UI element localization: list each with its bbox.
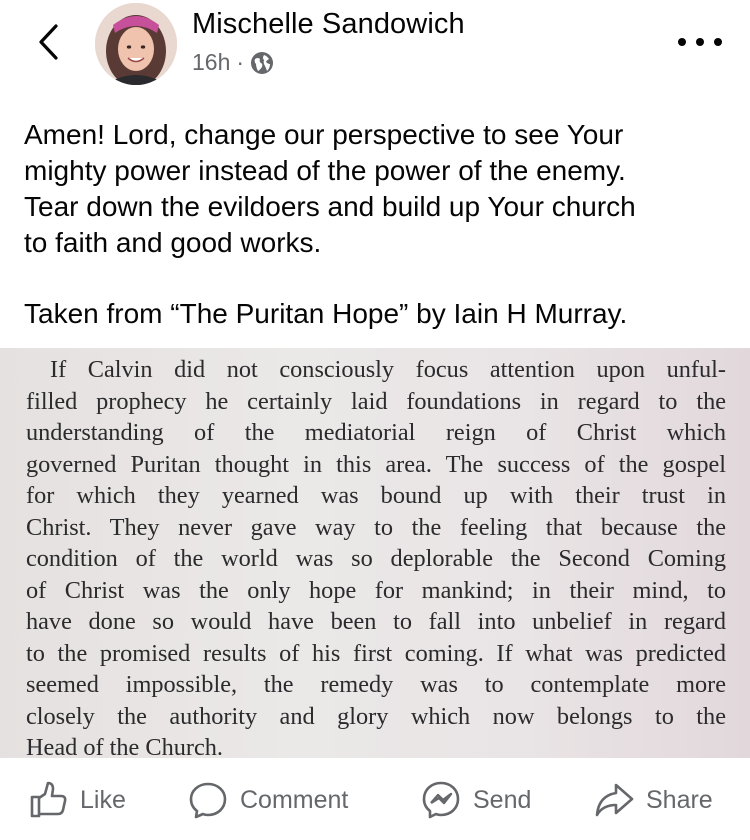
dot <box>714 38 722 46</box>
share-button[interactable] <box>594 780 713 820</box>
post-meta <box>192 49 274 76</box>
dot <box>678 38 686 46</box>
meta-separator: · <box>236 49 245 75</box>
book-line: filled prophecy he certainly laid foundations in regard to the <box>26 387 726 415</box>
author-name[interactable]: Mischelle Sandowich <box>192 8 465 40</box>
book-line: condition of the world was so deplorable the Second Coming <box>26 545 726 572</box>
globe-icon[interactable] <box>250 51 274 75</box>
post-text-line: Amen! Lord, change our perspective to see Your <box>24 119 624 150</box>
post-header <box>0 0 750 100</box>
book-line: have done so would have been to fall into unbelief in regard <box>26 608 726 635</box>
post-source-line: Taken from “The Puritan Hope” by Iain H Murray. <box>24 298 628 329</box>
comment-icon <box>188 780 228 820</box>
book-line: governed Puritan thought in this area. The success of the gospel <box>26 450 726 478</box>
post-text-line: to faith and good works. <box>24 227 322 258</box>
send-button[interactable] <box>421 780 531 820</box>
back-button[interactable] <box>28 22 68 62</box>
like-label: Like <box>80 785 126 814</box>
share-icon <box>594 780 634 820</box>
messenger-icon <box>421 780 461 820</box>
action-bar <box>0 760 750 840</box>
send-label: Send <box>473 785 532 814</box>
book-line: understanding of the mediatorial reign of Christ which <box>26 419 726 446</box>
book-line: to the promised results of his first coming. If what was predicted <box>26 639 726 667</box>
chevron-left-icon <box>37 23 59 61</box>
profile-photo <box>95 3 177 85</box>
book-paragraph <box>26 354 726 758</box>
book-page-photo[interactable] <box>0 348 750 758</box>
book-line: for which they yearned was bound up with their trust in <box>26 482 726 509</box>
share-label: Share <box>646 785 713 814</box>
avatar[interactable] <box>95 3 177 85</box>
book-line: of Christ was the only hope for mankind; in their mind, to <box>26 576 726 604</box>
post-time[interactable]: 16h <box>192 49 231 75</box>
book-line: If Calvin did not consciously focus attention upon unful- <box>50 356 726 383</box>
post-text <box>24 117 734 261</box>
comment-label: Comment <box>240 785 349 814</box>
book-line: Head of the Church. <box>26 734 224 758</box>
thumbs-up-icon <box>28 780 68 820</box>
post-text-line: mighty power instead of the power of the enemy. <box>24 155 626 186</box>
dot <box>696 38 704 46</box>
more-options-button[interactable] <box>678 30 722 54</box>
comment-button[interactable] <box>188 780 348 820</box>
book-line: closely the authority and glory which now belongs to the <box>26 702 726 730</box>
book-line: Christ. They never gave way to the feeling that because the <box>26 513 726 541</box>
post-text-line: Tear down the evildoers and build up Your church <box>24 191 636 222</box>
book-line: seemed impossible, the remedy was to contemplate more <box>26 671 726 698</box>
like-button[interactable] <box>28 780 126 820</box>
